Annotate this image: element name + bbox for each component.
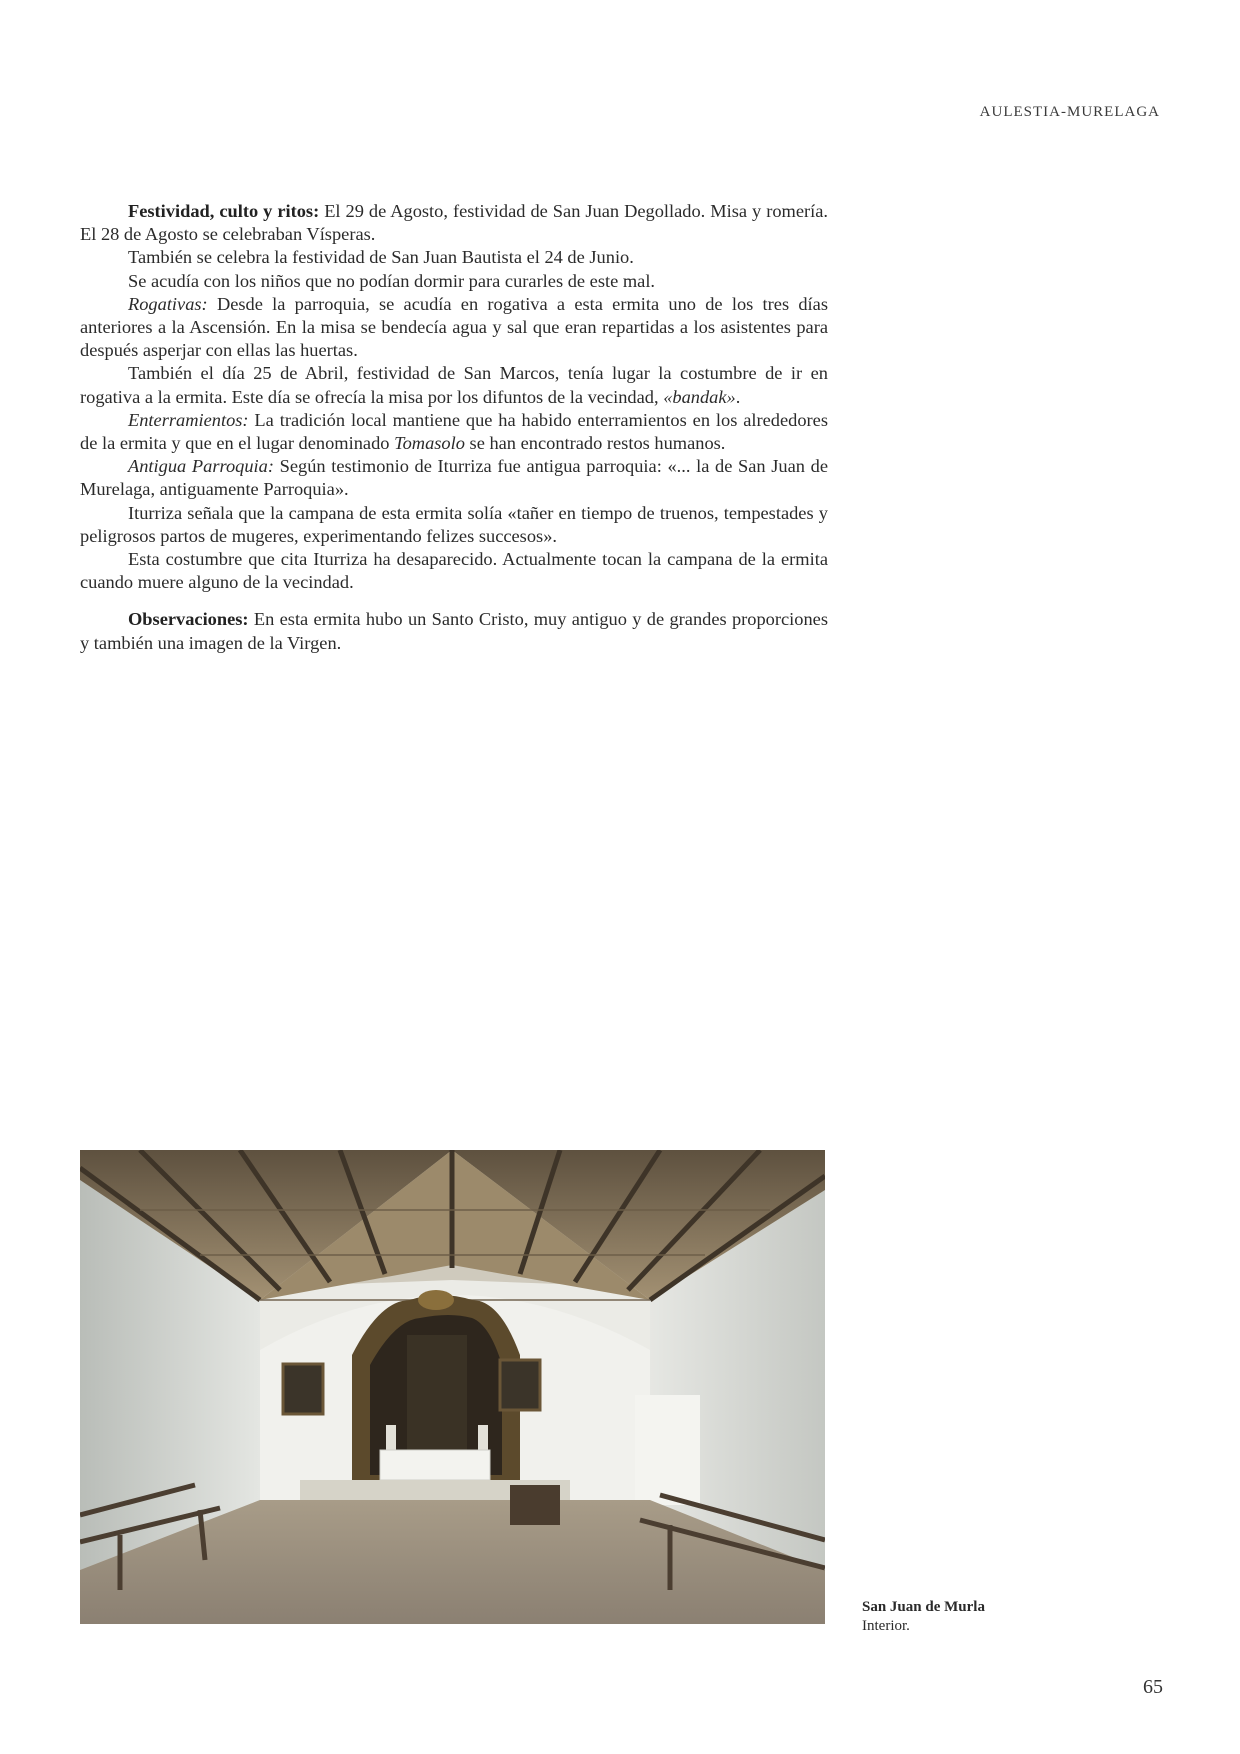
caption-subtitle: Interior. bbox=[862, 1618, 910, 1634]
running-head: AULESTIA-MURELAGA bbox=[979, 104, 1160, 120]
paragraph-san-marcos: También el día 25 de Abril, festividad de San Marcos, tenía lugar la costumbre de ir en rogativa a la ermita. Este día se ofrecía la misa por los difuntos de la vecindad, «bandak». bbox=[80, 363, 828, 407]
body-text bbox=[80, 200, 828, 655]
paragraph-campana: Iturriza señala que la campana de esta ermita solía «tañer en tiempo de truenos, tempestades y peligrosos partos de mugeres, experimentando felizes succesos». bbox=[80, 502, 828, 546]
paragraph-rogativas: Rogativas: Desde la parroquia, se acudía en rogativa a esta ermita uno de los tres días anteriores a la Ascensión. En la misa se bendecía agua y sal que eran repartidas a los asistentes para después asperjar con ellas las huertas. bbox=[80, 293, 828, 361]
page-number: 65 bbox=[1143, 1676, 1163, 1698]
figure-caption bbox=[862, 1598, 985, 1636]
subheading-rogativas: Rogativas: bbox=[128, 293, 208, 314]
paragraph-ninos: Se acudía con los niños que no podían dormir para curarles de este mal. bbox=[128, 270, 656, 291]
paragraph-observaciones: Observaciones: En esta ermita hubo un Santo Cristo, muy antiguo y de grandes proporciones y también una imagen de la Virgen. bbox=[80, 609, 828, 653]
section-heading-festividad: Festividad, culto y ritos: bbox=[128, 201, 320, 221]
chapel-interior-photo bbox=[80, 1150, 825, 1624]
paragraph-antigua-parroquia: Antigua Parroquia: Según testimonio de Iturriza fue antigua parroquia: «... la de San Juan de Murelaga, antiguamente Parroquia». bbox=[80, 456, 828, 500]
subheading-enterramientos: Enterramientos: bbox=[128, 409, 249, 430]
caption-title: San Juan de Murla bbox=[862, 1599, 985, 1615]
subheading-antigua-parroquia: Antigua Parroquia: bbox=[128, 456, 274, 477]
section-heading-observaciones: Observaciones: bbox=[128, 609, 249, 630]
paragraph-festividad: Festividad, culto y ritos: El 29 de Agosto, festividad de San Juan Degollado. Misa y romería. El 28 de Agosto se celebraban Vísperas. bbox=[80, 201, 828, 245]
paragraph-enterramientos: Enterramientos: La tradición local mantiene que ha habido enterramientos en los alrededores de la ermita y que en el lugar denominado Tomasolo se han encontrado restos humanos. bbox=[80, 409, 828, 454]
paragraph-costumbre: Esta costumbre que cita Iturriza ha desaparecido. Actualmente tocan la campana de la ermita cuando muere alguno de la vecindad. bbox=[80, 549, 828, 593]
paragraph-bautista: También se celebra la festividad de San Juan Bautista el 24 de Junio. bbox=[128, 247, 634, 268]
